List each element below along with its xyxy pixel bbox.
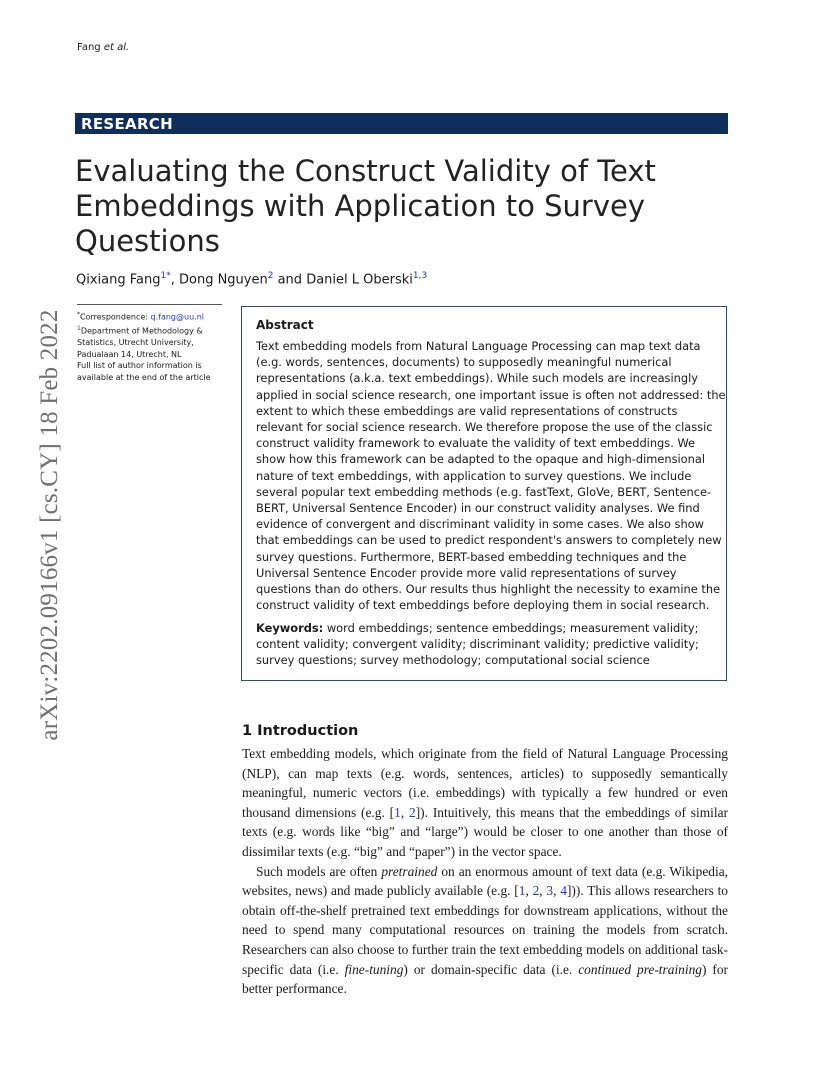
author-list [76, 271, 427, 287]
paragraph-text: on an enormous amount of text data (e.g. Wikipedia, websites, news) and made publicly available (e.g. [ [242, 863, 728, 899]
citation-link[interactable]: 2 [532, 883, 540, 899]
paper-title: Evaluating the Construct Validity of Text Embeddings with Application to Survey Questions [75, 154, 656, 258]
author-name: Dong Nguyen [178, 272, 268, 288]
citation-link[interactable]: 2 [409, 804, 416, 820]
author-name: Daniel L Oberski [306, 272, 413, 288]
emphasis-text: fine-tuning [344, 961, 404, 977]
affiliation-note [77, 323, 233, 360]
paragraph-text: ]). Intuitively, this means that the embeddings of similar texts (e.g. words like “big” and “large”) would be closer to one another than those of dissimilar texts (e.g. “big” and “paper”) in the vector space. [242, 804, 728, 859]
abstract-box [241, 306, 727, 681]
author-affiliation[interactable]: 1,3 [412, 271, 428, 281]
author-separator: and [273, 272, 307, 288]
section-label-bar [75, 113, 728, 134]
citation-separator: , [539, 883, 547, 899]
footnote-rule [77, 304, 222, 305]
paragraph-text: Text embedding models, which originate from the field of Natural Language Processing (NLP), can map texts (e.g. words, sentences, articles) to supposedly semantically meaningful, numeric vectors (i.e. embeddings) with typically a few hundred or even thousand dimensions (e.g. [ [242, 746, 728, 820]
arxiv-side-stamp [36, 290, 64, 760]
keywords-label: Keywords: [256, 621, 324, 635]
abstract-text: Text embedding models from Natural Language Processing can map text data (e.g. words, sentences, documents) to supposedly meaningful numerical representations (a.k.a. text embeddings). While such models are increasingly applied in social science research, one important issue is often not addressed: the extent to which these embeddings are valid representations of constructs relevant for social science research. We therefore propose the use of the classic construct validity framework to evaluate the validity of text embeddings. We show how this framework can be adapted to the opaque and high-dimensional nature of text embeddings, with application to survey questions. We include several popular text embedding methods (e.g. fastText, GloVe, BERT, Sentence-BERT, Universal Sentence Encoder) in our construct validity analyses. We find evidence of convergent and discriminant validity in some cases. We also show that embeddings can be used to predict respondent's answers to completely new survey questions. Furthermore, BERT-based embedding techniques and the Universal Sentence Encoder provide more valid representations of survey questions than do others. Our results thus highlight the necessity to examine the construct validity of text embeddings before deploying them in social research. [256, 339, 726, 613]
running-head-author: Fang [77, 42, 101, 53]
author-info-note: Full list of author information is available at the end of the article [77, 361, 211, 382]
citation-link[interactable]: 3 [546, 883, 554, 899]
emphasis-text: pretrained [381, 863, 438, 879]
running-head-etal: et al. [103, 42, 130, 53]
author-separator: , [170, 272, 179, 288]
paragraph-text: ) for better performance. [242, 961, 729, 997]
running-head [77, 42, 129, 53]
author-affiliation[interactable]: 1* [160, 271, 171, 281]
paragraph-text: ) or domain-specific data (i.e. [403, 961, 579, 977]
citation-link[interactable]: 1 [394, 804, 401, 820]
affiliation-mark: 1 [77, 325, 81, 333]
emphasis-text: continued pre-training [578, 961, 702, 977]
author-affiliation[interactable]: 2 [267, 271, 274, 281]
paragraph-text: ])). This allows researchers to obtain off-the-shelf pretrained text embeddings for downstream applications, without the need to spend many computational resources on training the models from scratch. Researchers can also choose to further train the text embedding models on additional task-specific data (i.e. [242, 883, 728, 977]
citation-link[interactable]: 1 [518, 883, 526, 899]
paragraph-text: Such models are often [256, 863, 382, 879]
section-label: RESEARCH [81, 115, 173, 133]
title-footnotes [77, 304, 233, 383]
author-name: Qixiang Fang [76, 272, 161, 288]
paragraph [242, 862, 728, 999]
citation-separator: , [525, 883, 533, 899]
citation-link[interactable]: 4 [560, 883, 567, 899]
correspondence-note [77, 309, 233, 323]
paragraph [242, 744, 728, 862]
correspondence-label: Correspondence: [80, 312, 151, 322]
arxiv-identifier: arXiv:2202.09166v1 [cs.CY] 18 Feb 2022 [36, 309, 63, 741]
keywords-list: word embeddings; sentence embeddings; measurement validity; content validity; convergent validity; discriminant validity; predictive validity; survey questions; survey methodology; computational social science [256, 621, 699, 668]
citation-separator: , [553, 883, 561, 899]
keywords-line [256, 620, 726, 669]
affiliation-text: Department of Methodology & Statistics, Utrecht University, Padualaan 14, Utrecht, NL [77, 326, 203, 359]
section-heading-introduction: 1 Introduction [242, 723, 359, 739]
introduction-body [242, 744, 728, 999]
correspondence-mark: * [77, 311, 80, 318]
correspondence-email-link[interactable]: q.fang@uu.nl [150, 312, 204, 322]
citation-separator: , [400, 804, 410, 820]
abstract-heading: Abstract [256, 318, 314, 332]
